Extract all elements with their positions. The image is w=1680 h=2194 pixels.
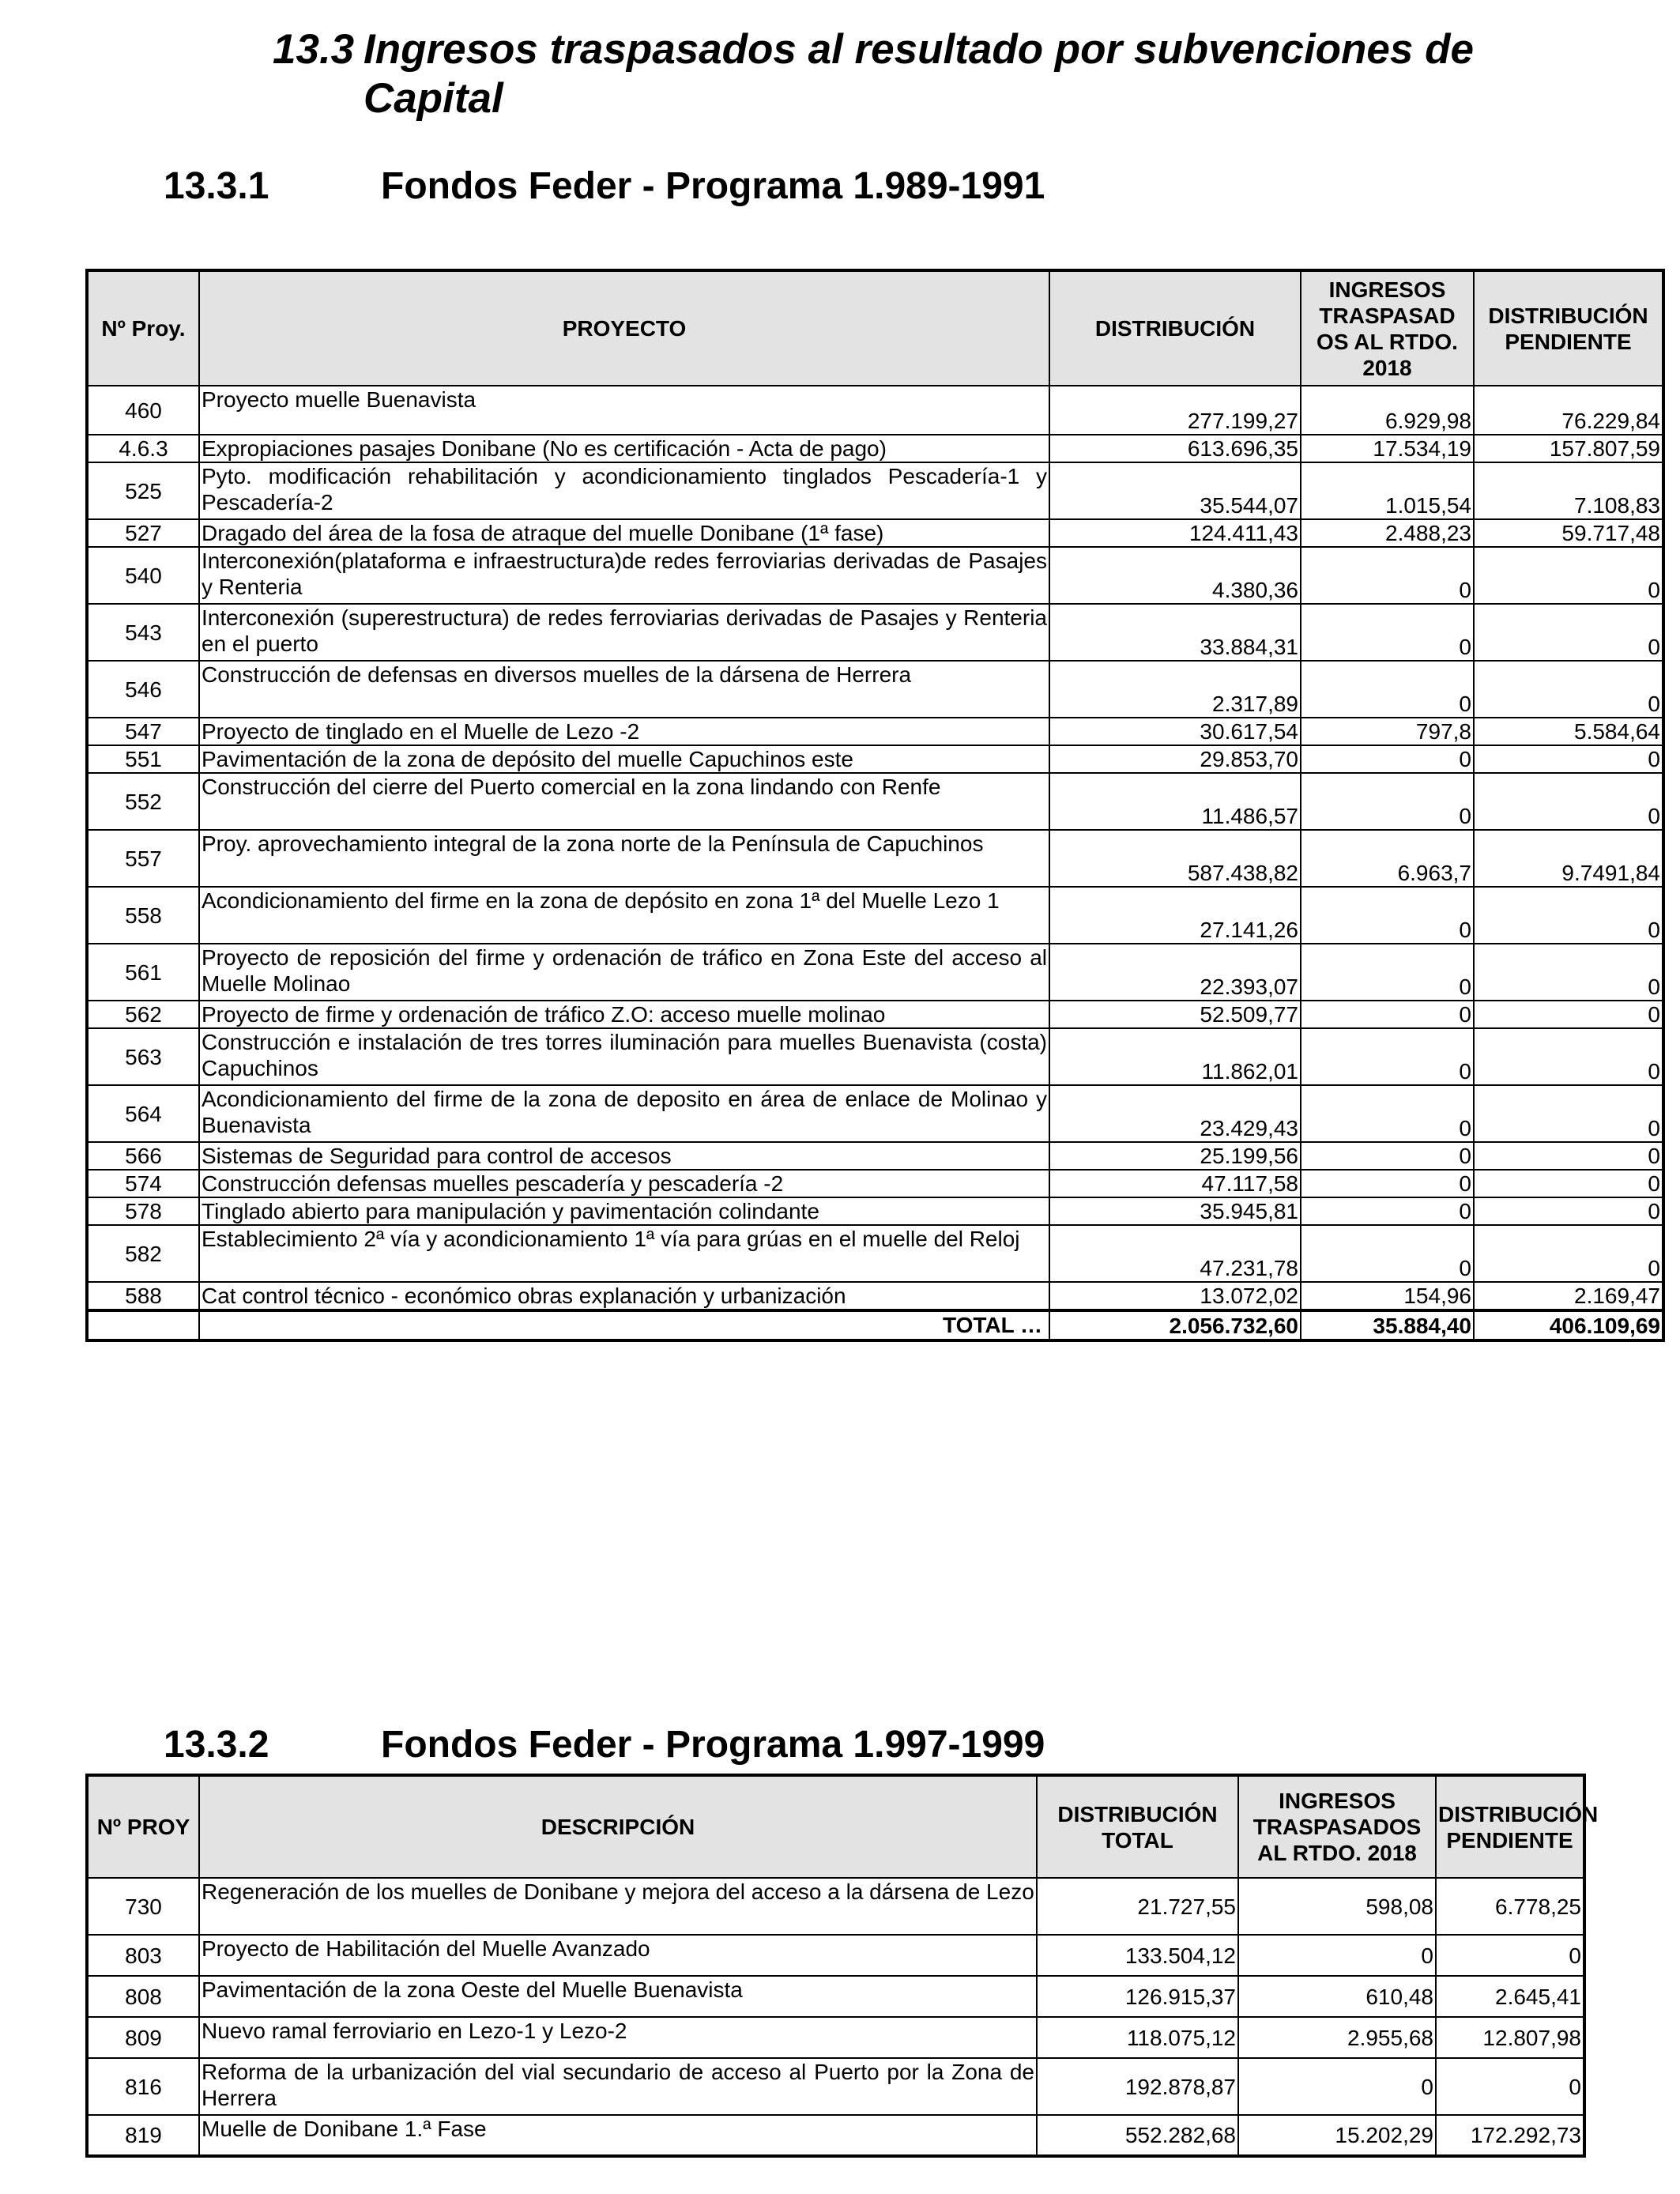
distribution-value: 22.393,07 xyxy=(1049,944,1301,1001)
transferred-income-value: 0 xyxy=(1301,661,1474,718)
table-row xyxy=(87,1170,1663,1197)
distribution-value: 35.544,07 xyxy=(1049,462,1301,519)
distribution-total-value: 118.075,12 xyxy=(1037,2017,1238,2058)
pending-distribution-value: 7.108,83 xyxy=(1474,462,1663,519)
distribution-value: 613.696,35 xyxy=(1049,435,1301,462)
project-number: 540 xyxy=(87,547,199,604)
table-row xyxy=(87,1085,1663,1142)
project-number: 566 xyxy=(87,1142,199,1170)
project-description: Interconexión (superestructura) de redes ferroviarias derivadas de Pasajes y Renteria en el puerto xyxy=(199,604,1049,661)
pending-distribution-value: 0 xyxy=(1474,1028,1663,1085)
table-row xyxy=(87,2058,1584,2115)
pending-distribution-value: 12.807,98 xyxy=(1436,2017,1584,2058)
project-number: 4.6.3 xyxy=(87,435,199,462)
pending-distribution-value: 0 xyxy=(1474,745,1663,773)
pending-distribution-value: 5.584,64 xyxy=(1474,718,1663,745)
transferred-income-value: 2.488,23 xyxy=(1301,519,1474,547)
table-row xyxy=(87,1197,1663,1225)
project-number: 460 xyxy=(87,386,199,435)
transferred-income-value: 610,48 xyxy=(1238,1976,1436,2017)
project-description: Proyecto de Habilitación del Muelle Avanzado xyxy=(199,1935,1037,1976)
section2-number: 13.3.2 xyxy=(164,1724,269,1766)
main-heading xyxy=(273,25,1600,123)
distribution-value: 2.317,89 xyxy=(1049,661,1301,718)
project-number: 543 xyxy=(87,604,199,661)
pending-distribution-value: 0 xyxy=(1474,1085,1663,1142)
project-description: Cat control técnico - económico obras explanación y urbanización xyxy=(199,1282,1049,1310)
transferred-income-value: 0 xyxy=(1301,1001,1474,1028)
transferred-income-value: 0 xyxy=(1301,1197,1474,1225)
pending-distribution-value: 6.778,25 xyxy=(1436,1878,1584,1935)
project-number: 525 xyxy=(87,462,199,519)
table-row xyxy=(87,604,1663,661)
header-descripcion: DESCRIPCIÓN xyxy=(199,1775,1037,1878)
table-row xyxy=(87,2017,1584,2058)
distribution-value: 587.438,82 xyxy=(1049,830,1301,887)
distribution-value: 29.853,70 xyxy=(1049,745,1301,773)
project-description: Proyecto muelle Buenavista xyxy=(199,386,1049,435)
pending-distribution-value: 0 xyxy=(1474,1197,1663,1225)
pending-distribution-value: 0 xyxy=(1474,1225,1663,1282)
pending-distribution-value: 0 xyxy=(1474,1142,1663,1170)
project-description: Proyecto de firme y ordenación de tráfico Z.O: acceso muelle molinao xyxy=(199,1001,1049,1028)
section1-title: Fondos Feder - Programa 1.989-1991 xyxy=(381,165,1045,207)
header-num: Nº PROY xyxy=(87,1775,199,1878)
project-number: 547 xyxy=(87,718,199,745)
transferred-income-value: 0 xyxy=(1301,773,1474,830)
distribution-value: 11.486,57 xyxy=(1049,773,1301,830)
table-row xyxy=(87,435,1663,462)
section2-title: Fondos Feder - Programa 1.997-1999 xyxy=(381,1724,1045,1766)
total-row xyxy=(87,1310,1663,1340)
transferred-income-value: 0 xyxy=(1301,1142,1474,1170)
project-description: Pavimentación de la zona Oeste del Muelle Buenavista xyxy=(199,1976,1037,2017)
project-description: Interconexión(plataforma e infraestructura)de redes ferroviarias derivadas de Pasajes y Renteria xyxy=(199,547,1049,604)
project-number: 803 xyxy=(87,1935,199,1976)
project-number: 730 xyxy=(87,1878,199,1935)
project-number: 816 xyxy=(87,2058,199,2115)
transferred-income-value: 0 xyxy=(1301,1085,1474,1142)
project-number: 574 xyxy=(87,1170,199,1197)
table-row xyxy=(87,2115,1584,2156)
section2-heading xyxy=(164,1723,1045,1767)
main-heading-title-line2: Capital xyxy=(363,75,503,122)
project-number: 562 xyxy=(87,1001,199,1028)
distribution-value: 25.199,56 xyxy=(1049,1142,1301,1170)
table-row xyxy=(87,773,1663,830)
total-label: TOTAL … xyxy=(199,1310,1049,1340)
distribution-value: 52.509,77 xyxy=(1049,1001,1301,1028)
project-description: Acondicionamiento del firme en la zona de depósito en zona 1ª del Muelle Lezo 1 xyxy=(199,887,1049,944)
project-description: Dragado del área de la fosa de atraque del muelle Donibane (1ª fase) xyxy=(199,519,1049,547)
distribution-value: 47.231,78 xyxy=(1049,1225,1301,1282)
project-description: Sistemas de Seguridad para control de accesos xyxy=(199,1142,1049,1170)
project-number: 561 xyxy=(87,944,199,1001)
pending-distribution-value: 0 xyxy=(1474,944,1663,1001)
pending-distribution-value: 2.169,47 xyxy=(1474,1282,1663,1310)
table-row xyxy=(87,519,1663,547)
distribution-total-value: 133.504,12 xyxy=(1037,1935,1238,1976)
project-number: 564 xyxy=(87,1085,199,1142)
pending-distribution-value: 59.717,48 xyxy=(1474,519,1663,547)
table-row xyxy=(87,887,1663,944)
distribution-value: 13.072,02 xyxy=(1049,1282,1301,1310)
total-empty-cell xyxy=(87,1310,199,1340)
table-row xyxy=(87,661,1663,718)
project-description: Construcción de defensas en diversos muelles de la dársena de Herrera xyxy=(199,661,1049,718)
header-ingresos: INGRESOS TRASPASAD OS AL RTDO. 2018 xyxy=(1301,270,1474,386)
pending-distribution-value: 0 xyxy=(1474,887,1663,944)
distribution-value: 4.380,36 xyxy=(1049,547,1301,604)
feder-1997-table xyxy=(85,1774,1599,2158)
transferred-income-value: 797,8 xyxy=(1301,718,1474,745)
project-number: 527 xyxy=(87,519,199,547)
project-description: Tinglado abierto para manipulación y pavimentación colindante xyxy=(199,1197,1049,1225)
header-ingresos: INGRESOS TRASPASADOS AL RTDO. 2018 xyxy=(1238,1775,1436,1878)
pending-distribution-value: 0 xyxy=(1474,661,1663,718)
table-row xyxy=(87,745,1663,773)
distribution-value: 47.117,58 xyxy=(1049,1170,1301,1197)
transferred-income-value: 6.963,7 xyxy=(1301,830,1474,887)
project-description: Construcción del cierre del Puerto comercial en la zona lindando con Renfe xyxy=(199,773,1049,830)
table-row xyxy=(87,1878,1584,1935)
pending-distribution-value: 2.645,41 xyxy=(1436,1976,1584,2017)
project-number: 578 xyxy=(87,1197,199,1225)
project-description: Proy. aprovechamiento integral de la zona norte de la Península de Capuchinos xyxy=(199,830,1049,887)
table-row xyxy=(87,386,1663,435)
pending-distribution-value: 76.229,84 xyxy=(1474,386,1663,435)
distribution-value: 11.862,01 xyxy=(1049,1028,1301,1085)
project-number: 552 xyxy=(87,773,199,830)
project-description: Reforma de la urbanización del vial secundario de acceso al Puerto por la Zona de Herrera xyxy=(199,2058,1037,2115)
total-transferred-income: 35.884,40 xyxy=(1301,1310,1474,1340)
project-description: Regeneración de los muelles de Donibane y mejora del acceso a la dársena de Lezo xyxy=(199,1878,1037,1935)
distribution-value: 277.199,27 xyxy=(1049,386,1301,435)
header-proyecto: PROYECTO xyxy=(199,270,1049,386)
distribution-value: 27.141,26 xyxy=(1049,887,1301,944)
header-distribucion: DISTRIBUCIÓN xyxy=(1049,270,1301,386)
table-header-row xyxy=(87,1775,1584,1878)
project-number: 809 xyxy=(87,2017,199,2058)
total-distribution: 2.056.732,60 xyxy=(1049,1310,1301,1340)
project-number: 558 xyxy=(87,887,199,944)
transferred-income-value: 17.534,19 xyxy=(1301,435,1474,462)
project-number: 808 xyxy=(87,1976,199,2017)
transferred-income-value: 0 xyxy=(1301,745,1474,773)
distribution-total-value: 552.282,68 xyxy=(1037,2115,1238,2156)
header-pendiente: DISTRIBUCIÓN PENDIENTE xyxy=(1474,270,1663,386)
project-number: 582 xyxy=(87,1225,199,1282)
table-row xyxy=(87,1935,1584,1976)
transferred-income-value: 0 xyxy=(1238,2058,1436,2115)
project-description: Establecimiento 2ª vía y acondicionamiento 1ª vía para grúas en el muelle del Reloj xyxy=(199,1225,1049,1282)
table-row xyxy=(87,1976,1584,2017)
project-description: Construcción defensas muelles pescadería y pescadería -2 xyxy=(199,1170,1049,1197)
transferred-income-value: 1.015,54 xyxy=(1301,462,1474,519)
distribution-total-value: 126.915,37 xyxy=(1037,1976,1238,2017)
pending-distribution-value: 0 xyxy=(1474,1170,1663,1197)
project-number: 557 xyxy=(87,830,199,887)
transferred-income-value: 0 xyxy=(1301,547,1474,604)
transferred-income-value: 0 xyxy=(1238,1935,1436,1976)
project-number: 588 xyxy=(87,1282,199,1310)
distribution-value: 35.945,81 xyxy=(1049,1197,1301,1225)
pending-distribution-value: 0 xyxy=(1474,604,1663,661)
project-description: Proyecto de reposición del firme y ordenación de tráfico en Zona Este del acceso al Muelle Molinao xyxy=(199,944,1049,1001)
table-row xyxy=(87,1028,1663,1085)
transferred-income-value: 0 xyxy=(1301,1028,1474,1085)
project-description: Pavimentación de la zona de depósito del muelle Capuchinos este xyxy=(199,745,1049,773)
pending-distribution-value: 0 xyxy=(1474,547,1663,604)
transferred-income-value: 598,08 xyxy=(1238,1878,1436,1935)
project-description: Nuevo ramal ferroviario en Lezo-1 y Lezo-2 xyxy=(199,2017,1037,2058)
distribution-total-value: 192.878,87 xyxy=(1037,2058,1238,2115)
project-description: Expropiaciones pasajes Donibane (No es certificación - Acta de pago) xyxy=(199,435,1049,462)
project-number: 551 xyxy=(87,745,199,773)
project-description: Muelle de Donibane 1.ª Fase xyxy=(199,2115,1037,2156)
transferred-income-value: 0 xyxy=(1301,604,1474,661)
header-num: Nº Proy. xyxy=(87,270,199,386)
transferred-income-value: 0 xyxy=(1301,1225,1474,1282)
pending-distribution-value: 0 xyxy=(1474,1001,1663,1028)
pending-distribution-value: 0 xyxy=(1436,1935,1584,1976)
pending-distribution-value: 0 xyxy=(1474,773,1663,830)
table-row xyxy=(87,1142,1663,1170)
project-description: Acondicionamiento del firme de la zona de deposito en área de enlace de Molinao y Buenavista xyxy=(199,1085,1049,1142)
header-pendiente: DISTRIBUCIÓN PENDIENTE xyxy=(1436,1775,1584,1878)
pending-distribution-value: 157.807,59 xyxy=(1474,435,1663,462)
distribution-value: 124.411,43 xyxy=(1049,519,1301,547)
table-row xyxy=(87,462,1663,519)
transferred-income-value: 0 xyxy=(1301,944,1474,1001)
project-number: 819 xyxy=(87,2115,199,2156)
section1-number: 13.3.1 xyxy=(164,165,269,207)
table-row xyxy=(87,830,1663,887)
table-row xyxy=(87,944,1663,1001)
distribution-value: 30.617,54 xyxy=(1049,718,1301,745)
project-description: Pyto. modificación rehabilitación y acondicionamiento tinglados Pescadería-1 y Pescadería-2 xyxy=(199,462,1049,519)
section1-heading xyxy=(164,164,1045,209)
pending-distribution-value: 9.7491,84 xyxy=(1474,830,1663,887)
transferred-income-value: 15.202,29 xyxy=(1238,2115,1436,2156)
transferred-income-value: 154,96 xyxy=(1301,1282,1474,1310)
header-distribucion-total: DISTRIBUCIÓN TOTAL xyxy=(1037,1775,1238,1878)
pending-distribution-value: 172.292,73 xyxy=(1436,2115,1584,2156)
table-row xyxy=(87,1282,1663,1310)
feder-1989-table xyxy=(85,269,1665,1342)
project-number: 563 xyxy=(87,1028,199,1085)
total-pending-distribution: 406.109,69 xyxy=(1474,1310,1663,1340)
table-header-row xyxy=(87,270,1663,386)
distribution-value: 33.884,31 xyxy=(1049,604,1301,661)
main-heading-number: 13.3 xyxy=(273,26,355,73)
transferred-income-value: 0 xyxy=(1301,887,1474,944)
project-description: Construcción e instalación de tres torres iluminación para muelles Buenavista (costa) Capuchinos xyxy=(199,1028,1049,1085)
main-heading-title-line1: Ingresos traspasados al resultado por subvenciones de xyxy=(363,26,1474,73)
pending-distribution-value: 0 xyxy=(1436,2058,1584,2115)
project-description: Proyecto de tinglado en el Muelle de Lezo -2 xyxy=(199,718,1049,745)
distribution-total-value: 21.727,55 xyxy=(1037,1878,1238,1935)
project-number: 546 xyxy=(87,661,199,718)
transferred-income-value: 2.955,68 xyxy=(1238,2017,1436,2058)
distribution-value: 23.429,43 xyxy=(1049,1085,1301,1142)
table-row xyxy=(87,1001,1663,1028)
transferred-income-value: 6.929,98 xyxy=(1301,386,1474,435)
table-row xyxy=(87,1225,1663,1282)
transferred-income-value: 0 xyxy=(1301,1170,1474,1197)
table-row xyxy=(87,547,1663,604)
table-row xyxy=(87,718,1663,745)
